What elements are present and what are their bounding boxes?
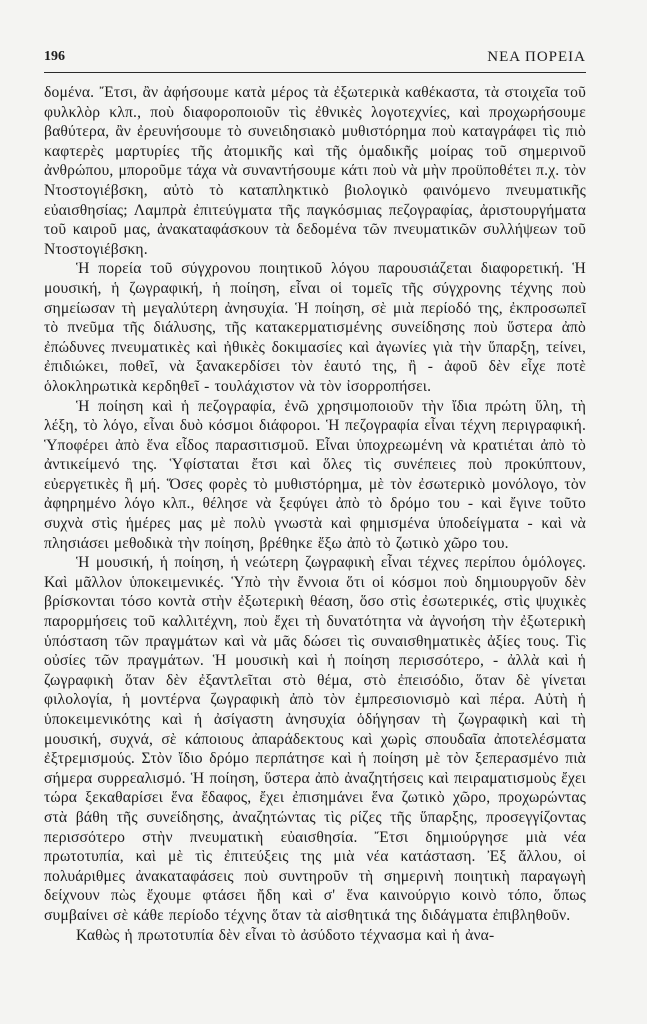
journal-title: ΝΕΑ ΠΟΡΕΙΑ [487, 49, 586, 65]
paragraph: Ἡ μουσική, ἡ ποίηση, ἡ νεώτερη ζωγραφικὴ εἶναι τέχνες περίπου ὁμόλογες. Καὶ μᾶλλον ὑποκειμενικές. Ὑπὸ τὴν ἔννοια ὅτι οἱ κόσμοι ποὺ δημιουργοῦν δὲν βρίσκονται τόσο κοντὰ στὴν ἐξωτερικὴ θέαση, ὅσο στὶς ἐσωτερικές, στὶς ψυχικὲς παρορμήσεις τοῦ καλλιτέχνη, ποὺ ἔχει τὴ δυνατότητα νὰ ἀγνοήση τὴν ἐξωτερικὴ ὑπόσταση τῶν πραγμάτων καὶ νὰ μᾶς δώσει τὶς συναισθηματικὲς ἀξίες τους. Τὶς οὐσίες τῶν πραγμάτων. Ἡ μουσικὴ καὶ ἡ ποίηση περισσότερο, - ἀλλὰ καὶ ἡ ζωγραφικὴ ὅταν δὲν ἐξαντλεῖται στὸ θέμα, στὸ ἐπεισόδιο, ὅταν δὲ γίνεται φιλολογία, ἡ μοντέρνα ζωγραφικὴ ἀπὸ τὸν ἐμπρεσιονισμὸ καὶ πέρα. Αὐτὴ ἡ ὑποκειμενικότης καὶ ἡ ἀσίγαστη ἀνησυχία ὁδήγησαν τὴ ζωγραφικὴ καὶ τὴ μουσική, συχνά, σὲ κάποιους ἀπαράδεκτους καὶ χωρὶς σπουδαῖα ἀποτελέσματα ἐξτρεμισμούς. Στὸν ἴδιο δρόμο περπάτησε καὶ ἡ ποίηση μὲ τὸν ξεπερασμένο πιὰ σήμερα συρρεαλισμό. Ἡ ποίηση, ὕστερα ἀπὸ ἀναζητήσεις καὶ πειραματισμοὺς ἔχει τώρα ξεκαθαρίσει ἕνα ἔδαφος, ἔχει ἐπισημάνει ἕνα ζωτικὸ χῶρο, προχωρώντας στὰ βάθη τῆς συνείδησης, ἀναζητώντας τὶς ρίζες τῆς ὕπαρξης, προσεγγίζοντας περισσότερο στὴν πνευματικὴ εὐαισθησία. Ἔτσι δημιούργησε μιὰ νέα πρωτοτυπία, καὶ μὲ τὶς ἐπιτεύξεις της μιὰ νέα κατάσταση. Ἐξ ἄλλου, οἱ πολυάριθμες ἀνακαταφάσεις ποὺ συντηροῦν τὴ σημερινὴ ποιητικὴ παραγωγὴ δείχνουν πὼς ἔχουμε φτάσει ἤδη καὶ σ' ἕνα καινούργιο κοινὸ τόπο, ὅπως συμβαίνει σὲ κάθε περίοδο τέχνης ὅταν τὰ αἰσθητικά της διδάγματα ἐπιβληθοῦν. [44, 554, 586, 924]
paragraph: Ἡ ποίηση καὶ ἡ πεζογραφία, ἐνῶ χρησιμοποιοῦν τὴν ἴδια πρώτη ὕλη, τὴ λέξη, τὸ λόγο, εἶναι δυὸ κόσμοι διάφοροι. Ἡ πεζογραφία εἶναι τέχνη περιγραφική. Ὑποφέρει ἀπὸ ἕνα εἶδος παρασιτισμοῦ. Εἶναι ὑποχρεωμένη νὰ κρατιέται ἀπὸ τὸ ἀντικείμενό της. Ὑφίσταται ἔτσι καὶ ὅλες τὶς συνέπειες ποὺ προκύπτουν, εὐεργετικὲς ἢ μή. Ὅσες φορὲς τὸ μυθιστόρημα, μὲ τὸν ἐσωτερικὸ μονόλογο, τὸν ἀφηρημένο λόγο κλπ., θέλησε νὰ ξεφύγει ἀπὸ τὸ δρόμο του - καὶ ἔγινε τοῦτο συχνὰ στὶς ἡμέρες μας μὲ πολὺ γνωστὰ καὶ φημισμένα ὑποδείγματα - καὶ νὰ πλησιάσει μεθοδικὰ τὴν ποίηση, βρέθηκε ἔξω ἀπὸ τὸ ζωτικὸ χῶρο του. [44, 397, 586, 552]
paragraph: Ἡ πορεία τοῦ σύγχρονου ποιητικοῦ λόγου παρουσιάζεται διαφορετική. Ἡ μουσική, ἡ ζωγραφική, ἡ ποίηση, εἶναι οἱ τομεῖς τῆς σύγχρονης τέχνης ποὺ σημείωσαν τὴ μεγαλύτερη ἀνησυχία. Ἡ ποίηση, σὲ μιὰ περίοδό της, ἐκπροσωπεῖ τὸ πνεῦμα τῆς διάλυσης, τῆς κατακερματισμένης συνείδησης ποὺ ὕστερα ἀπὸ ἐπώδυνες πνευματικὲς καὶ ἠθικὲς δοκιμασίες καὶ ἀγωνίες γιὰ τὴν ὕπαρξη, τείνει, ἐπιδιώκει, ποθεῖ, νὰ ξανακερδίσει τὸν ἑαυτό της, ἢ - ἀφοῦ δὲν εἶχε ποτὲ ὁλοκληρωτικὰ κερδηθεῖ - τουλάχιστον νὰ τὸν ἰσορροπήσει. [44, 260, 586, 395]
book-page [44, 48, 586, 945]
running-head [44, 48, 586, 66]
body-text [44, 83, 586, 945]
header-rule [44, 72, 586, 73]
paragraph: δομένα. Ἔτσι, ἂν ἀφήσουμε κατὰ μέρος τὰ ἐξωτερικὰ καθέκαστα, τὰ στοιχεῖα τοῦ φυλκλὸρ κλπ., ποὺ διαφοροποιοῦν τὶς ἐθνικὲς λογοτεχνίες, καὶ προχωρήσουμε βαθύτερα, ἂν ἐρευνήσουμε τὸ συνειδησιακὸ μυθιστόρημα ποὺ καταγράφει τὶς πιὸ καφτερὲς μαρτυρίες τῆς ἀτομικῆς καὶ τῆς ὁμαδικῆς μοίρας τοῦ σημερινοῦ ἀνθρώπου, μποροῦμε τάχα νὰ συναντήσουμε κάτι ποὺ νὰ μὴν προϋποθέτει π.χ. τὸν Ντοστογιέβσκη, αὐτὸ τὸ καταπληκτικὸ βιολογικὸ φαινόμενο πνευματικῆς εὐαισθησίας; Λαμπρὰ ἐπιτεύγματα τῆς παγκόσμιας πεζογραφίας, ἀριστουργήματα τοῦ καιροῦ μας, ἀνακαταφάσκουν τὰ δεδομένα τῶν πνευματικῶν συλλήψεων τοῦ Ντοστογιέβσκη. [44, 84, 586, 258]
paragraph: Καθὼς ἡ πρωτοτυπία δὲν εἶναι τὸ ἀσύδοτο τέχνασμα καὶ ἡ ἀνα- [76, 926, 495, 944]
page-number: 196 [44, 49, 65, 64]
